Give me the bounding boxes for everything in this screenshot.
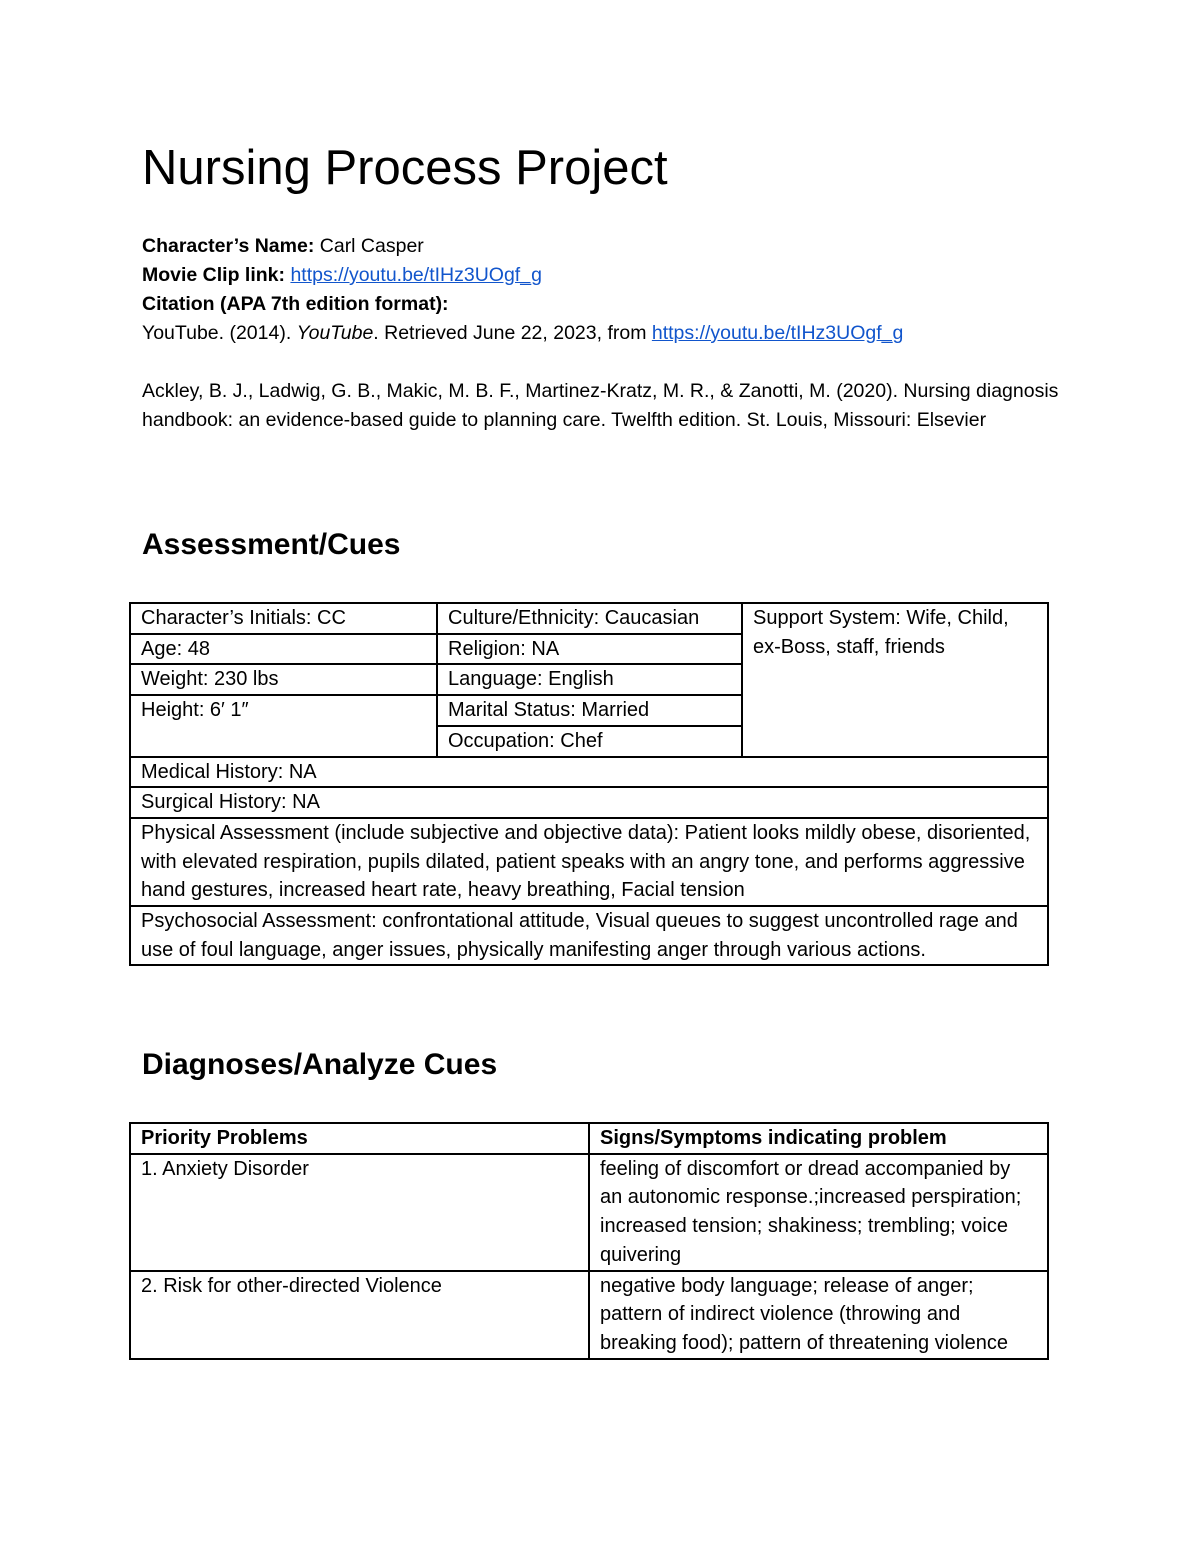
problem-cell: 1. Anxiety Disorder [130,1154,589,1271]
diagnoses-table [129,1122,1049,1360]
citation-ackley: Ackley, B. J., Ladwig, G. B., Makic, M. B. F., Martinez-Kratz, M. R., & Zanotti, M. (2020). Nursing diagnosis handbook: an evidence-based guide to planning care. Twelfth edition. St. Louis, Missouri: Elsevier [142,380,1059,431]
diagnoses-heading: Diagnoses/Analyze Cues [142,1048,498,1081]
support-system-cell: Support System: Wife, Child, ex-Boss, staff, friends [742,603,1048,757]
assessment-heading: Assessment/Cues [142,528,401,561]
project-meta [142,232,1082,435]
movie-clip-label: Movie Clip link: [142,264,286,286]
religion-cell: Religion: NA [437,634,742,665]
citation-youtube-link[interactable]: https://youtu.be/tIHz3UOgf_g [651,322,904,344]
citation-youtube-title: YouTube [296,322,374,344]
signs-symptoms-header: Signs/Symptoms indicating problem [589,1123,1048,1154]
movie-clip-link[interactable]: https://youtu.be/tIHz3UOgf_g [290,264,542,286]
weight-cell: Weight: 230 lbs [130,664,437,695]
surgical-history-cell: Surgical History: NA [130,787,1048,818]
medical-history-cell: Medical History: NA [130,757,1048,788]
physical-assessment-label: Physical Assessment (include subjective and objective data): [141,821,680,844]
physical-assessment-value: Patient looks mildly obese, disoriented, with elevated respiration, pupils dilated, patient speaks with an angry tone, and performs aggressive hand gestures, increased heart rate, heavy breathing, Facial tension [141,821,1031,902]
table-row [130,1271,1048,1359]
signs-cell: negative body language; release of anger; pattern of indirect violence (throwing and breaking food); pattern of threatening violence [589,1271,1048,1359]
character-name-value: Carl Casper [314,235,424,257]
page-title: Nursing Process Project [142,141,668,195]
priority-problems-header: Priority Problems [130,1123,589,1154]
marital-status-cell: Marital Status: Married [437,695,742,726]
culture-cell: Culture/Ethnicity: Caucasian [437,603,742,634]
table-row [130,1154,1048,1271]
citation-youtube: YouTube. (2014). YouTube. Retrieved June 22, 2023, from https://youtu.be/tIHz3UOgf_g [142,322,904,344]
physical-assessment-cell [130,818,1048,906]
citation-label: Citation (APA 7th edition format): [142,293,449,315]
problem-cell: 2. Risk for other-directed Violence [130,1271,589,1359]
height-cell: Height: 6′ 1″ [130,695,437,756]
age-cell: Age: 48 [130,634,437,665]
psychosocial-assessment-cell [130,906,1048,965]
assessment-table [129,602,1049,966]
psychosocial-assessment-label: Psychosocial Assessment: [141,910,377,933]
character-name-line [142,232,1082,261]
movie-clip-line [142,261,1082,290]
psychosocial-assessment-value: confrontational attitude, Visual queues to suggest uncontrolled rage and use of foul language, anger issues, physically manifesting anger through various actions. [141,910,1018,961]
character-name-label: Character’s Name: [142,235,315,257]
signs-cell: feeling of discomfort or dread accompanied by an autonomic response.;increased perspiration; increased tension; shakiness; trembling; voice quivering [589,1154,1048,1271]
occupation-cell: Occupation: Chef [437,726,742,757]
language-cell: Language: English [437,664,742,695]
initials-cell: Character’s Initials: CC [130,603,437,634]
